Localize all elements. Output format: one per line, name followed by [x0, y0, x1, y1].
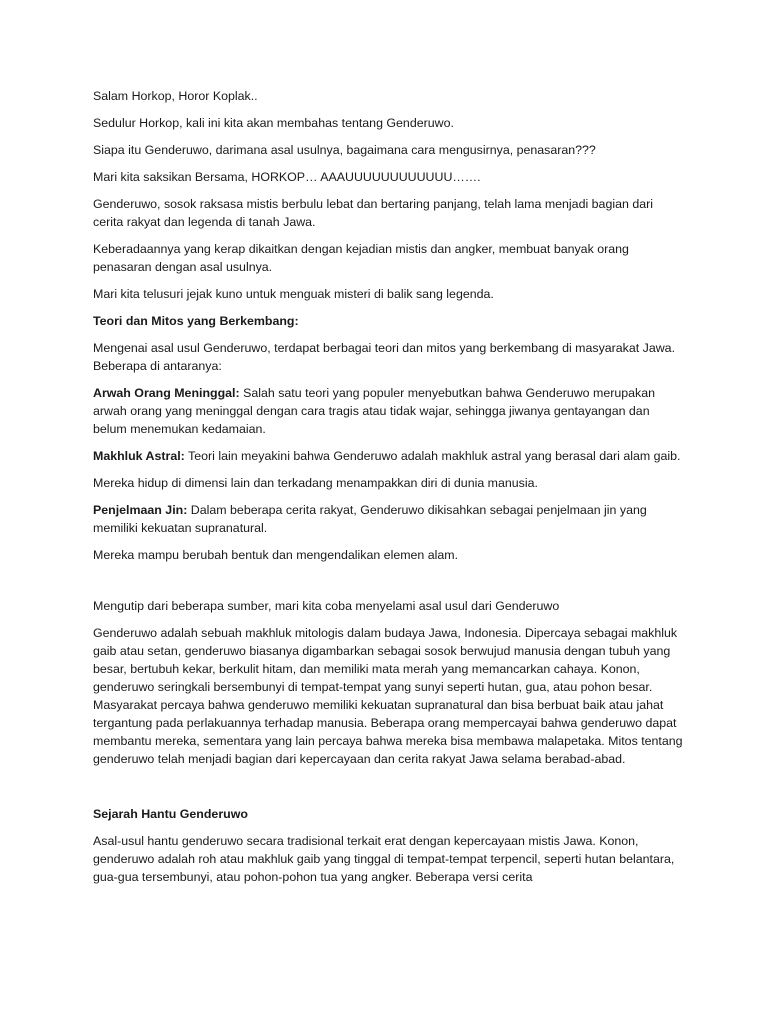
paragraph-4: Mengenai asal usul Genderuwo, terdapat berbagai teori dan mitos yang berkembang di masyarakat Jawa. Beberapa di antaranya: — [93, 341, 676, 373]
greeting-text: Salam Horkop, Horor Koplak.. — [93, 89, 258, 103]
question-text: Siapa itu Genderuwo, darimana asal usulnya, bagaimana cara mengusirnya, penasaran??? — [93, 143, 596, 157]
theory-2-label: Makhluk Astral: — [93, 449, 185, 463]
theory-1-text: Salah satu teori yang populer menyebutkan bahwa Genderuwo merupakan arwah orang yang meninggal dengan cara tragis atau tidak wajar, sehingga jiwanya gentayangan dan belum menemukan kedamaian. — [93, 386, 655, 436]
paragraph-5: Genderuwo adalah sebuah makhluk mitologis dalam budaya Jawa, Indonesia. Dipercaya sebagai makhluk gaib atau setan, genderuwo biasanya digambarkan sebagai sosok berwujud manusia dengan tubuh yang besar, bertubuh kekar, berkulit hitam, dan memiliki mata merah yang memancarkan cahaya. Konon, genderuwo seringkali bersembunyi di tempat-tempat yang sunyi seperti hutan, gua, atau pohon besar. Masyarakat percaya bahwa genderuwo memiliki kekuatan supranatural dan bisa berbuat baik atau jahat tergantung pada perlakuannya terhadap manusia. Beberapa orang mempercayai bahwa genderuwo dapat membantu mereka, sementara yang lain percaya bahwa mereka bisa membawa malapetaka. Mitos tentang genderuwo telah menjadi bagian dari kepercayaan dan cerita rakyat Jawa selama berabad-abad. — [93, 626, 683, 766]
theory-3-label: Penjelmaan Jin: — [93, 503, 188, 517]
intro-text: Sedulur Horkop, kali ini kita akan membahas tentang Genderuwo. — [93, 116, 454, 130]
blank-line — [93, 777, 685, 805]
theory-2-follow: Mereka hidup di dimensi lain dan terkadang menampakkan diri di dunia manusia. — [93, 476, 538, 490]
theory-2 — [93, 447, 685, 465]
paragraph-3: Mari kita telusuri jejak kuno untuk menguak misteri di balik sang legenda. — [93, 287, 494, 301]
paragraph-2: Keberadaannya yang kerap dikaitkan dengan kejadian mistis dan angker, membuat banyak orang penasaran dengan asal usulnya. — [93, 242, 629, 274]
theory-1 — [93, 384, 685, 438]
theory-2-text: Teori lain meyakini bahwa Genderuwo adalah makhluk astral yang berasal dari alam gaib. — [184, 449, 681, 463]
blank-line — [93, 573, 685, 597]
document-page — [93, 87, 685, 895]
heading-history-text: Sejarah Hantu Genderuwo — [93, 807, 248, 821]
theory-3-follow: Mereka mampu berubah bentuk dan mengendalikan elemen alam. — [93, 548, 459, 562]
paragraph-1: Genderuwo, sosok raksasa mistis berbulu lebat dan bertaring panjang, telah lama menjadi bagian dari cerita rakyat dan legenda di tanah Jawa. — [93, 197, 653, 229]
theory-3 — [93, 501, 685, 537]
heading-theories-text: Teori dan Mitos yang Berkembang: — [93, 314, 299, 328]
heading-theories — [93, 312, 685, 330]
theory-3-text: Dalam beberapa cerita rakyat, Genderuwo dikisahkan sebagai penjelmaan jin yang memiliki kekuatan supranatural. — [93, 503, 647, 535]
call-text: Mari kita saksikan Bersama, HORKOP… AAAUUUUUUUUUUUU……. — [93, 170, 481, 184]
quote-intro: Mengutip dari beberapa sumber, mari kita coba menyelami asal usul dari Genderuwo — [93, 599, 560, 613]
paragraph-6: Asal-usul hantu genderuwo secara tradisional terkait erat dengan kepercayaan mistis Jawa. Konon, genderuwo adalah roh atau makhluk gaib yang tinggal di tempat-tempat terpencil, seperti hutan belantara, gua-gua tersembunyi, atau pohon-pohon tua yang angker. Beberapa versi cerita — [93, 834, 675, 884]
theory-1-label: Arwah Orang Meninggal: — [93, 386, 240, 400]
heading-history — [93, 805, 685, 823]
